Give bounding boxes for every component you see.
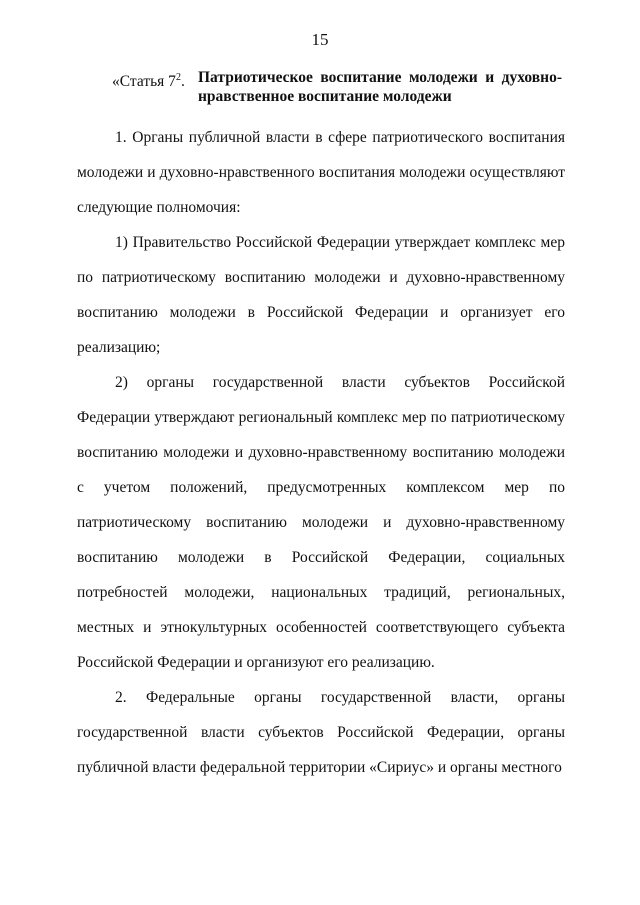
paragraph-3: 2) органы государственной власти субъектов Российской Федерации утверждают региональный комплекс мер по патриотическому воспитанию молодежи и духовно-нравственному воспитанию молодежи с учетом положений, предусмотренных комплексом мер по патриотическому воспитанию молодежи и духовно-нравственному воспитанию молодежи в Российской Федерации, социальных потребностей молодежи, национальных традиций, региональных, местных и этнокультурных особенностей соответствующего субъекта Российской Федерации и организуют его реализацию. [77,374,565,671]
article-superscript: 2 [175,72,181,83]
article-prefix: «Статья 7 [112,73,176,91]
page-number: 15 [311,30,329,49]
article-suffix: . [180,73,185,91]
paragraph-2: 1) Правительство Российской Федерации утверждает комплекс мер по патриотическому воспитанию молодежи и духовно-нравственному воспитанию молодежи в Российской Федерации и организует его реализацию; [77,234,565,356]
article-heading [112,68,562,106]
body-text [77,120,565,785]
article-title: Патриотическое воспитание молодежи и духовно-нравственное воспитание молодежи [198,69,562,105]
paragraph-4: 2. Федеральные органы государственной власти, органы государственной власти субъектов Российской Федерации, органы публичной власти федеральной территории «Сириус» и органы местного [77,689,565,776]
article-label [112,68,185,91]
paragraph-1: 1. Органы публичной власти в сфере патриотического воспитания молодежи и духовно-нравственного воспитания молодежи осуществляют следующие полномочия: [77,129,565,216]
